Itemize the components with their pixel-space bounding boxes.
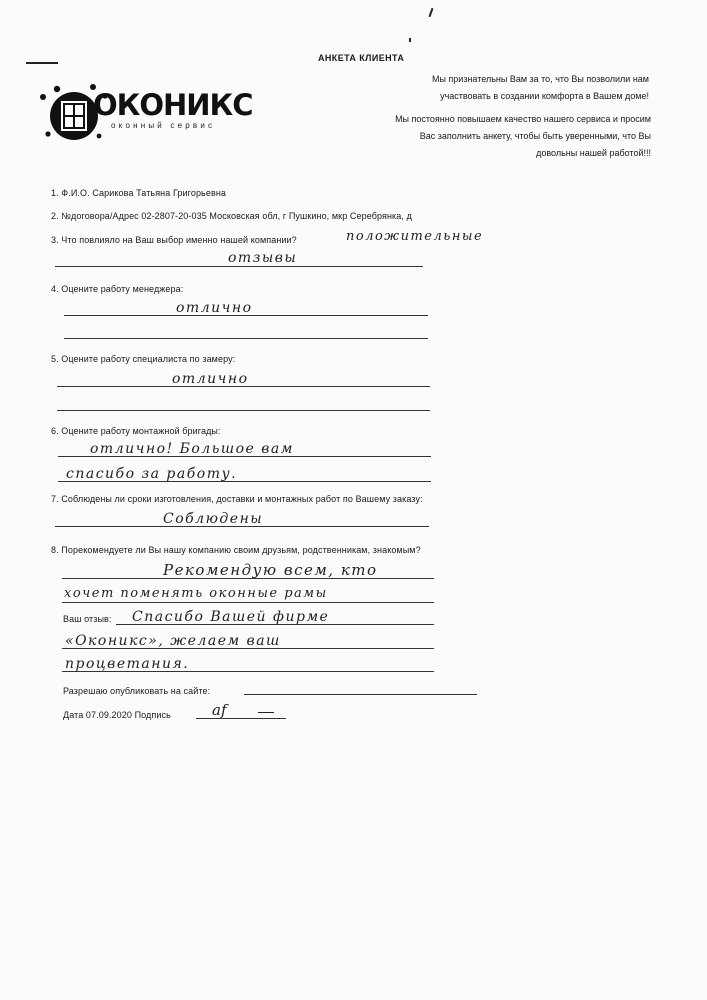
answer-line — [58, 456, 431, 457]
answer-6-line-2: спасибо за работу. — [66, 466, 238, 482]
answer-7: Соблюдены — [163, 511, 264, 527]
answer-line — [57, 410, 430, 411]
intro-line: Мы признательны Вам за то, что Вы позволили нам — [431, 74, 649, 84]
intro-line: Вас заполнить анкету, чтобы быть уверенными, что Вы — [419, 131, 651, 141]
answer-6-line-1: отлично! Большое вам — [90, 441, 294, 457]
publish-label: Разрешаю опубликовать на сайте: — [63, 686, 211, 696]
form-title: АНКЕТА КЛИЕНТА — [318, 53, 405, 63]
answer-line — [55, 526, 429, 527]
answer-4: отлично — [176, 300, 253, 316]
question-6-installers: 6. Оцените работу монтажной бригады: — [51, 426, 221, 436]
question-3-choice: 3. Что повлияло на Ваш выбор именно нашей компании? — [51, 235, 297, 245]
scan-mark-left — [26, 62, 58, 64]
question-2-contract: 2. №договора/Адрес 02-2807-20-035 Московская обл, г Пушкино, мкр Серебрянка, д — [51, 211, 412, 221]
answer-line — [62, 602, 434, 603]
intro-line: довольны нашей работой!!! — [536, 148, 651, 158]
answer-line — [62, 648, 434, 649]
intro-line: Мы постоянно повышаем качество нашего сервиса и просим — [395, 114, 651, 124]
answer-line — [58, 481, 431, 482]
company-logo — [35, 82, 265, 152]
scan-mark-small — [409, 38, 411, 42]
review-label: Ваш отзыв: — [63, 614, 112, 624]
answer-3-line-2: отзывы — [228, 250, 298, 266]
review-line-1: Спасибо Вашей фирме — [132, 609, 330, 625]
intro-text — [432, 71, 649, 105]
date-signature-label: Дата 07.09.2020 Подпись — [63, 710, 171, 720]
answer-5: отлично — [172, 371, 249, 387]
scan-mark-top — [429, 8, 434, 17]
answer-line — [116, 624, 434, 625]
intro-line: участвовать в создании комфорта в Вашем доме! — [440, 91, 649, 101]
review-line-2: «Оконикс», желаем ваш — [65, 633, 281, 649]
question-7-deadlines: 7. Соблюдены ли сроки изготовления, доставки и монтажных работ по Вашему заказу: — [51, 494, 423, 504]
answer-line — [55, 266, 423, 267]
answer-line — [62, 671, 434, 672]
answer-line — [62, 578, 434, 579]
intro-text-2 — [395, 111, 651, 162]
answer-line — [64, 338, 428, 339]
signature-line — [196, 718, 286, 719]
logo-tagline: оконный сервис — [111, 121, 216, 130]
question-8-recommend: 8. Порекомендуете ли Вы нашу компанию своим друзьям, родственникам, знакомым? — [51, 545, 421, 555]
review-line-3: процветания. — [65, 656, 190, 672]
question-5-measurer: 5. Оцените работу специалиста по замеру: — [51, 354, 236, 364]
answer-8-line-1: Рекомендую всем, кто — [163, 561, 378, 579]
answer-line — [244, 694, 477, 695]
signature: af — [212, 701, 227, 719]
question-4-manager: 4. Оцените работу менеджера: — [51, 284, 184, 294]
answer-8-line-2: хочет поменять оконные рамы — [64, 586, 328, 601]
question-1-fio: 1. Ф.И.О. Сарикова Татьяна Григорьевна — [51, 188, 226, 198]
answer-3-line-1: положительные — [346, 229, 484, 244]
logo-brand: ОКОНИКС — [93, 88, 253, 122]
signature-stroke — [258, 712, 274, 713]
